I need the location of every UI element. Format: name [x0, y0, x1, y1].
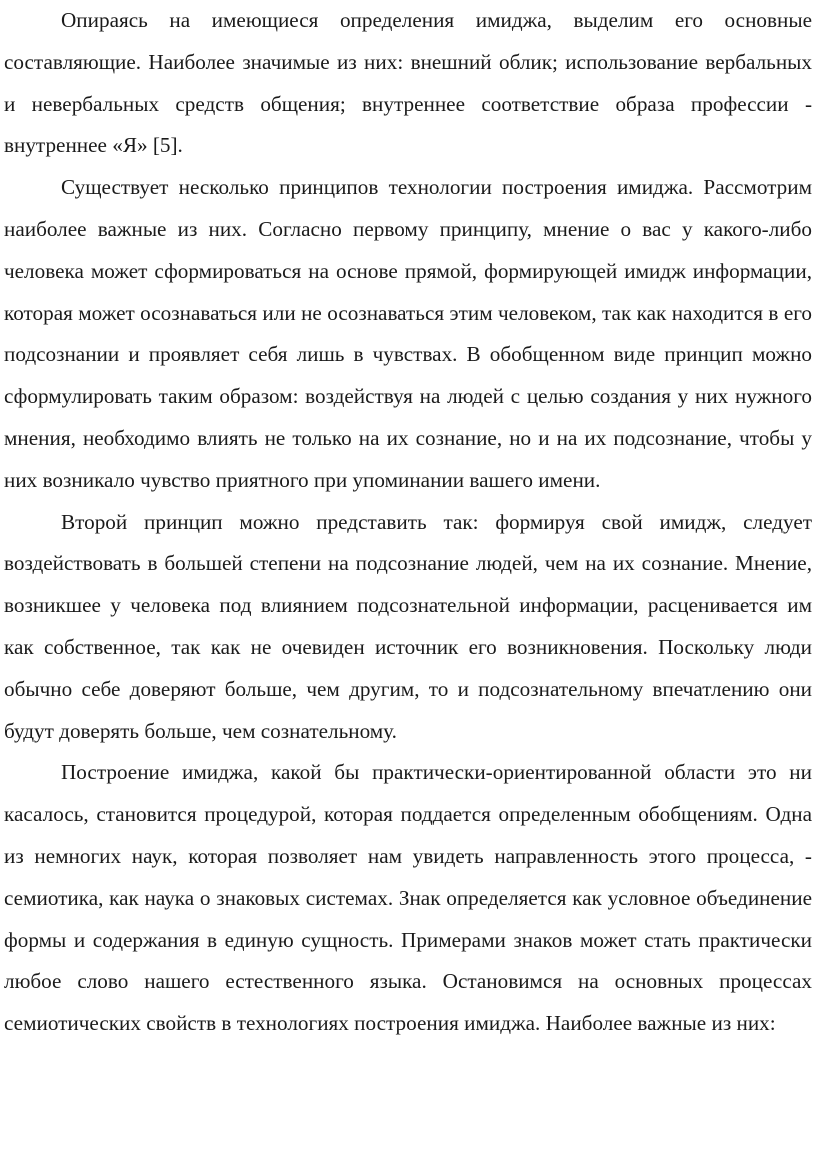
- paragraph-semiotics: Построение имиджа, какой бы практически-ориентированной области это ни касалось, становится процедурой, которая поддается определенным обобщениям. Одна из немногих наук, которая позволяет нам увидеть направленность этого процесса, - семиотика, как наука о знаковых системах. Знак определяется как условное объединение формы и содержания в единую сущность. Примерами знаков может стать практически любое слово нашего естественного языка. Остановимся на основных процессах семиотических свойств в технологиях построения имиджа. Наиболее важные из них:: [4, 760, 812, 1036]
- paragraph-second-principle: Второй принцип можно представить так: формируя свой имидж, следует воздействовать в большей степени на подсознание людей, чем на их сознание. Мнение, возникшее у человека под влиянием подсознательной информации, расценивается им как собственное, так как не очевиден источник его возникновения. Поскольку люди обычно себе доверяют больше, чем другим, то и подсознательному впечатлению они будут доверять больше, чем сознательному.: [4, 509, 812, 743]
- paragraph-components: Опираясь на имеющиеся определения имиджа, выделим его основные составляющие. Наиболее значимые из них: внешний облик; использование вербальных и невербальных средств общения; внутреннее соответствие образа профессии - внутреннее «Я» [5].: [4, 8, 812, 158]
- document-page: [4, 0, 812, 1045]
- paragraph-first-principle: Существует несколько принципов технологии построения имиджа. Рассмотрим наиболее важные из них. Согласно первому принципу, мнение о вас у какого-либо человека может сформироваться на основе прямой, формирующей имидж информации, которая может осознаваться или не осознаваться этим человеком, так как находится в его подсознании и проявляет себя лишь в чувствах. В обобщенном виде принцип можно сформулировать таким образом: воздействуя на людей с целью создания у них нужного мнения, необходимо влиять не только на их сознание, но и на их подсознание, чтобы у них возникало чувство приятного при упоминании вашего имени.: [4, 175, 812, 492]
